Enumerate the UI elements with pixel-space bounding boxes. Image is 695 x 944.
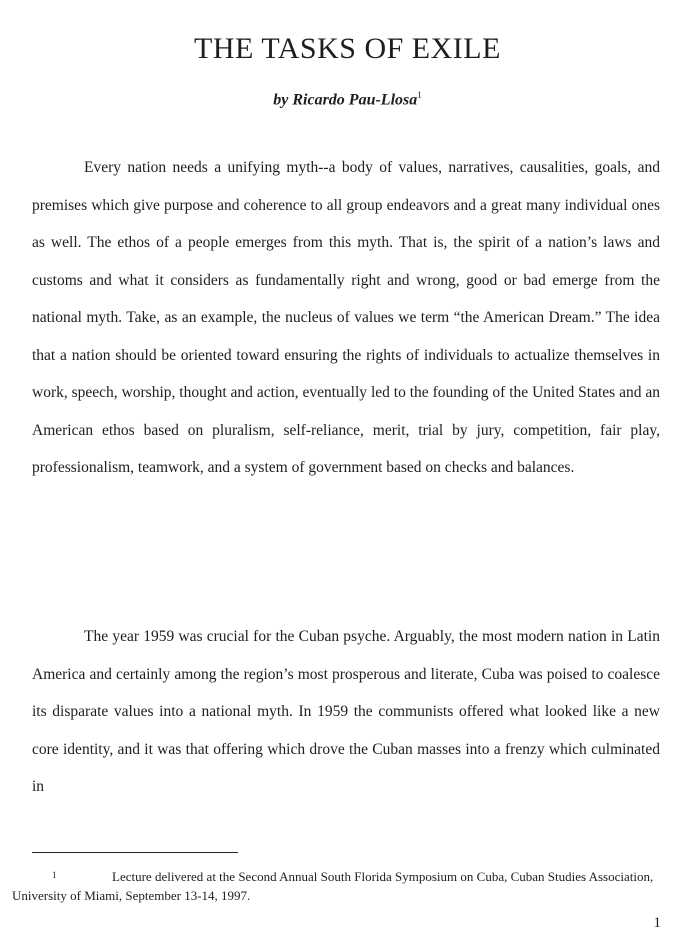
footnote-divider — [32, 852, 238, 853]
paragraph-2: The year 1959 was crucial for the Cuban psyche. Arguably, the most modern nation in Latin America and certainly among the region’s most prosperous and literate, Cuba was poised to coalesce its disparate values into a national myth. In 1959 the communists offered what looked like a new core identity, and it was that offering which drove the Cuban masses into a frenzy which culminated in — [32, 628, 660, 795]
document-title: THE TASKS OF EXILE — [194, 32, 501, 65]
footnote-number: 1 — [52, 870, 57, 880]
byline — [0, 90, 695, 109]
paragraph-1: Every nation needs a unifying myth--a body of values, narratives, causalities, goals, and premises which give purpose and coherence to all group endeavors and a great many individual ones as well. The ethos of a people emerges from this myth. That is, the spirit of a nation’s laws and customs and what it considers as fundamentally right and wrong, good or bad emerge from the national myth. Take, as an example, the nucleus of values we term “the American Dream.” The idea that a nation should be oriented toward ensuring the rights of individuals to actualize themselves in work, speech, worship, thought and action, eventually led to the founding of the United States and an American ethos based on pluralism, self-reliance, merit, trial by jury, competition, fair play, professionalism, teamwork, and a system of government based on checks and balances. — [32, 159, 660, 476]
author-name: by Ricardo Pau-Llosa — [273, 91, 418, 109]
footnote-text: Lecture delivered at the Second Annual South Florida Symposium on Cuba, Cuban Studies Association, University of Miami, September 13-14, 1997. — [12, 869, 654, 903]
page-number: 1 — [653, 915, 661, 931]
footnote — [12, 866, 657, 905]
footnote-marker: 1 — [417, 90, 422, 100]
